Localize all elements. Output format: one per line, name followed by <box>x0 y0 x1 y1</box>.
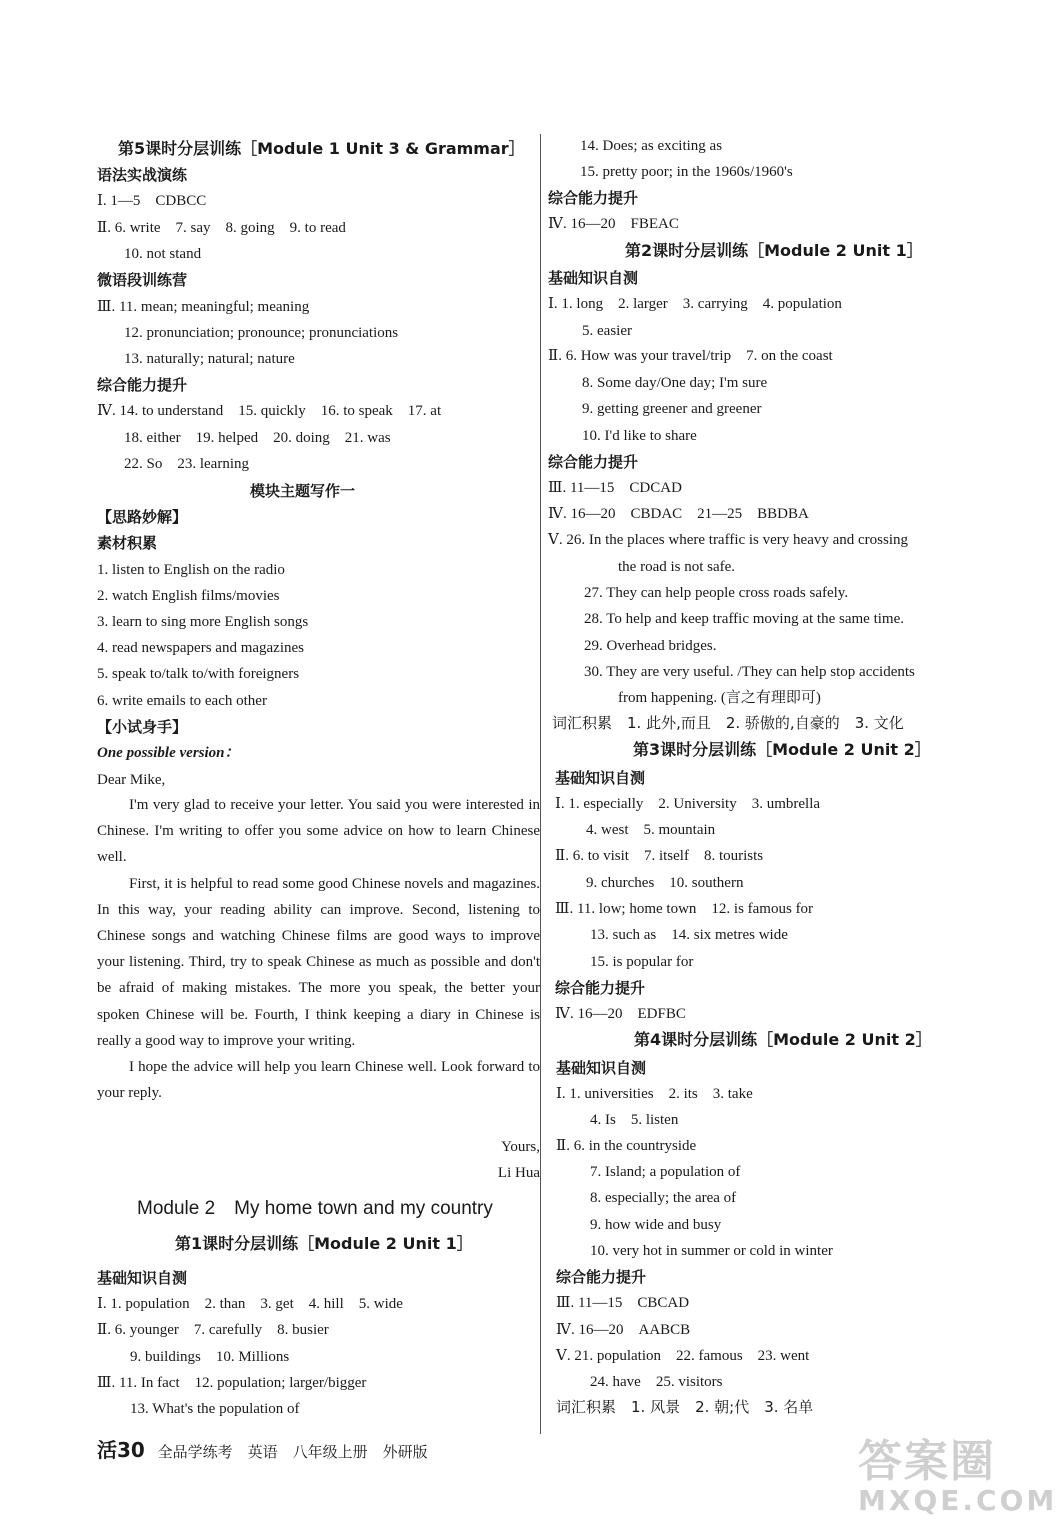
answer-line: 28. To help and keep traffic moving at the same time. <box>584 611 904 627</box>
material-item: 3. learn to sing more English songs <box>97 614 309 630</box>
answer-line: Ⅱ. 6. to visit 7. itself 8. tourists <box>555 848 764 864</box>
lesson-title: 第3课时分层训练［Module 2 Unit 2］ <box>633 740 931 759</box>
answer-line: Ⅱ. 6. in the countryside <box>556 1138 697 1154</box>
letter-closing: Yours, <box>501 1139 540 1155</box>
section-label: 综合能力提升 <box>97 376 188 394</box>
answer-line: 18. either 19. helped 20. doing 21. was <box>124 430 391 446</box>
answer-line: 9. buildings 10. Millions <box>130 1349 290 1365</box>
section-label: 基础知识自测 <box>548 269 639 287</box>
section-label: 语法实战演练 <box>97 166 188 184</box>
section-label: 基础知识自测 <box>555 769 646 787</box>
section-label: 综合能力提升 <box>555 979 646 997</box>
version-label: One possible version： <box>97 745 240 761</box>
answer-line: 13. What's the population of <box>130 1401 300 1417</box>
section-label: 微语段训练营 <box>97 271 188 289</box>
answer-line: Ⅰ. 1. especially 2. University 3. umbrella <box>555 796 821 812</box>
letter-paragraph: First, it is helpful to read some good Chinese novels and magazines. In this way, your reading ability can improve. Second, listening to Chinese songs and watching Chinese films are good ways to improve your listening. Third, try to speak Chinese as much as possible and don't be afraid of making mistakes. The more you speak, the better your spoken Chinese will be. Fourth, I think keeping a diary in Chinese is really a good way to improve your writing. <box>97 875 540 1049</box>
column-divider <box>540 134 541 1434</box>
answer-line: 9. churches 10. southern <box>586 875 744 891</box>
answer-line: Ⅰ. 1—5 CDBCC <box>97 193 207 209</box>
book-info: 全品学练考 英语 八年级上册 外研版 <box>157 1443 428 1461</box>
material-item: 5. speak to/talk to/with foreigners <box>97 666 300 682</box>
section-label: 基础知识自测 <box>556 1059 647 1077</box>
answer-line: Ⅴ. 21. population 22. famous 23. went <box>556 1348 810 1364</box>
letter-body <box>97 792 540 1106</box>
answer-line: 8. Some day/One day; I'm sure <box>582 375 768 391</box>
material-item: 2. watch English films/movies <box>97 588 280 604</box>
footer-prefix: 活 <box>97 1438 117 1462</box>
answer-line: Ⅰ. 1. population 2. than 3. get 4. hill 5. wide <box>97 1296 403 1312</box>
answer-line: Ⅰ. 1. universities 2. its 3. take <box>556 1086 753 1102</box>
answer-line: 15. pretty poor; in the 1960s/1960's <box>580 164 793 180</box>
answer-line: 12. pronunciation; pronounce; pronunciations <box>124 325 399 341</box>
answer-line: Ⅱ. 6. write 7. say 8. going 9. to read <box>97 220 346 236</box>
answer-line: Ⅳ. 14. to understand 15. quickly 16. to speak 17. at <box>97 403 442 419</box>
writing-title: 模块主题写作一 <box>250 482 356 500</box>
answer-line: 29. Overhead bridges. <box>584 638 717 654</box>
answer-line: Ⅲ. 11—15 CBCAD <box>556 1295 690 1311</box>
answer-line: 24. have 25. visitors <box>590 1374 723 1390</box>
lesson-title: 第4课时分层训练［Module 2 Unit 2］ <box>634 1030 932 1049</box>
answer-line: 13. naturally; natural; nature <box>124 351 295 367</box>
answer-line: 30. They are very useful. /They can help stop accidents <box>584 664 915 680</box>
answer-line: Ⅱ. 6. How was your travel/trip 7. on the coast <box>548 348 833 364</box>
answer-line: Ⅱ. 6. younger 7. carefully 8. busier <box>97 1322 329 1338</box>
section-label: 素材积累 <box>97 534 158 552</box>
answer-line: Ⅳ. 16—20 CBDAC 21—25 BBDBA <box>548 506 809 522</box>
answer-line: Ⅳ. 16—20 EDFBC <box>555 1006 686 1022</box>
material-item: 4. read newspapers and magazines <box>97 640 304 656</box>
answer-line: 15. is popular for <box>590 954 694 970</box>
watermark-logo: 答案圈 <box>858 1436 996 1487</box>
vocab-note: 词汇积累 1. 风景 2. 朝;代 3. 名单 <box>556 1398 814 1416</box>
answer-line: 9. getting greener and greener <box>582 401 762 417</box>
material-item: 6. write emails to each other <box>97 693 267 709</box>
letter-paragraph: I hope the advice will help you learn Chinese well. Look forward to your reply. <box>97 1059 540 1102</box>
letter-signature: Li Hua <box>497 1165 540 1181</box>
answer-line: Ⅲ. 11. mean; meaningful; meaning <box>97 299 310 315</box>
answer-line: Ⅳ. 16—20 AABCB <box>556 1322 691 1338</box>
letter-paragraph: I'm very glad to receive your letter. You said you were interested in Chinese. I'm writing to offer you some advice on how to learn Chinese well. <box>97 797 540 866</box>
answer-line: 10. not stand <box>124 246 202 262</box>
section-label: 【思路妙解】 <box>97 508 188 526</box>
answer-line: 13. such as 14. six metres wide <box>590 927 788 943</box>
section-label: 基础知识自测 <box>97 1269 188 1287</box>
answer-line: 10. I'd like to share <box>582 428 697 444</box>
answer-line: the road is not safe. <box>618 559 736 575</box>
watermark-url: MXQE.COM <box>858 1484 1057 1517</box>
answer-line: Ⅰ. 1. long 2. larger 3. carrying 4. population <box>548 296 842 312</box>
answer-line: Ⅲ. 11. In fact 12. population; larger/bigger <box>97 1375 367 1391</box>
lesson-title: 第5课时分层训练［Module 1 Unit 3 & Grammar］ <box>118 139 525 158</box>
answer-line: from happening. (言之有理即可) <box>618 690 821 706</box>
answer-line: 5. easier <box>582 323 632 339</box>
section-label: 综合能力提升 <box>548 453 639 471</box>
answer-line: 27. They can help people cross roads safely. <box>584 585 849 601</box>
answer-line: 4. west 5. mountain <box>586 822 716 838</box>
material-item: 1. listen to English on the radio <box>97 562 285 578</box>
answer-line: 10. very hot in summer or cold in winter <box>590 1243 833 1259</box>
answer-line: 14. Does; as exciting as <box>580 138 723 154</box>
section-label: 综合能力提升 <box>556 1268 647 1286</box>
answer-line: 7. Island; a population of <box>590 1164 741 1180</box>
answer-line: Ⅴ. 26. In the places where traffic is very heavy and crossing <box>548 532 909 548</box>
section-label: 【小试身手】 <box>97 718 188 736</box>
lesson-title: 第1课时分层训练［Module 2 Unit 1］ <box>175 1234 473 1253</box>
answer-line: 8. especially; the area of <box>590 1190 737 1206</box>
page-footer <box>97 1434 428 1463</box>
page-number: 30 <box>117 1438 145 1462</box>
answer-line: 22. So 23. learning <box>124 456 249 472</box>
letter-greeting: Dear Mike, <box>97 772 166 788</box>
answer-line: 9. how wide and busy <box>590 1217 722 1233</box>
section-label: 综合能力提升 <box>548 189 639 207</box>
answer-line: 4. Is 5. listen <box>590 1112 679 1128</box>
answer-line: Ⅲ. 11—15 CDCAD <box>548 480 682 496</box>
lesson-title: 第2课时分层训练［Module 2 Unit 1］ <box>625 241 923 260</box>
answer-line: Ⅲ. 11. low; home town 12. is famous for <box>555 901 814 917</box>
watermark <box>858 1436 1057 1528</box>
answer-line: Ⅳ. 16—20 FBEAC <box>548 216 679 232</box>
vocab-note: 词汇积累 1. 此外,而且 2. 骄傲的,自豪的 3. 文化 <box>552 714 904 732</box>
module-title: Module 2 My home town and my country <box>137 1198 493 1219</box>
